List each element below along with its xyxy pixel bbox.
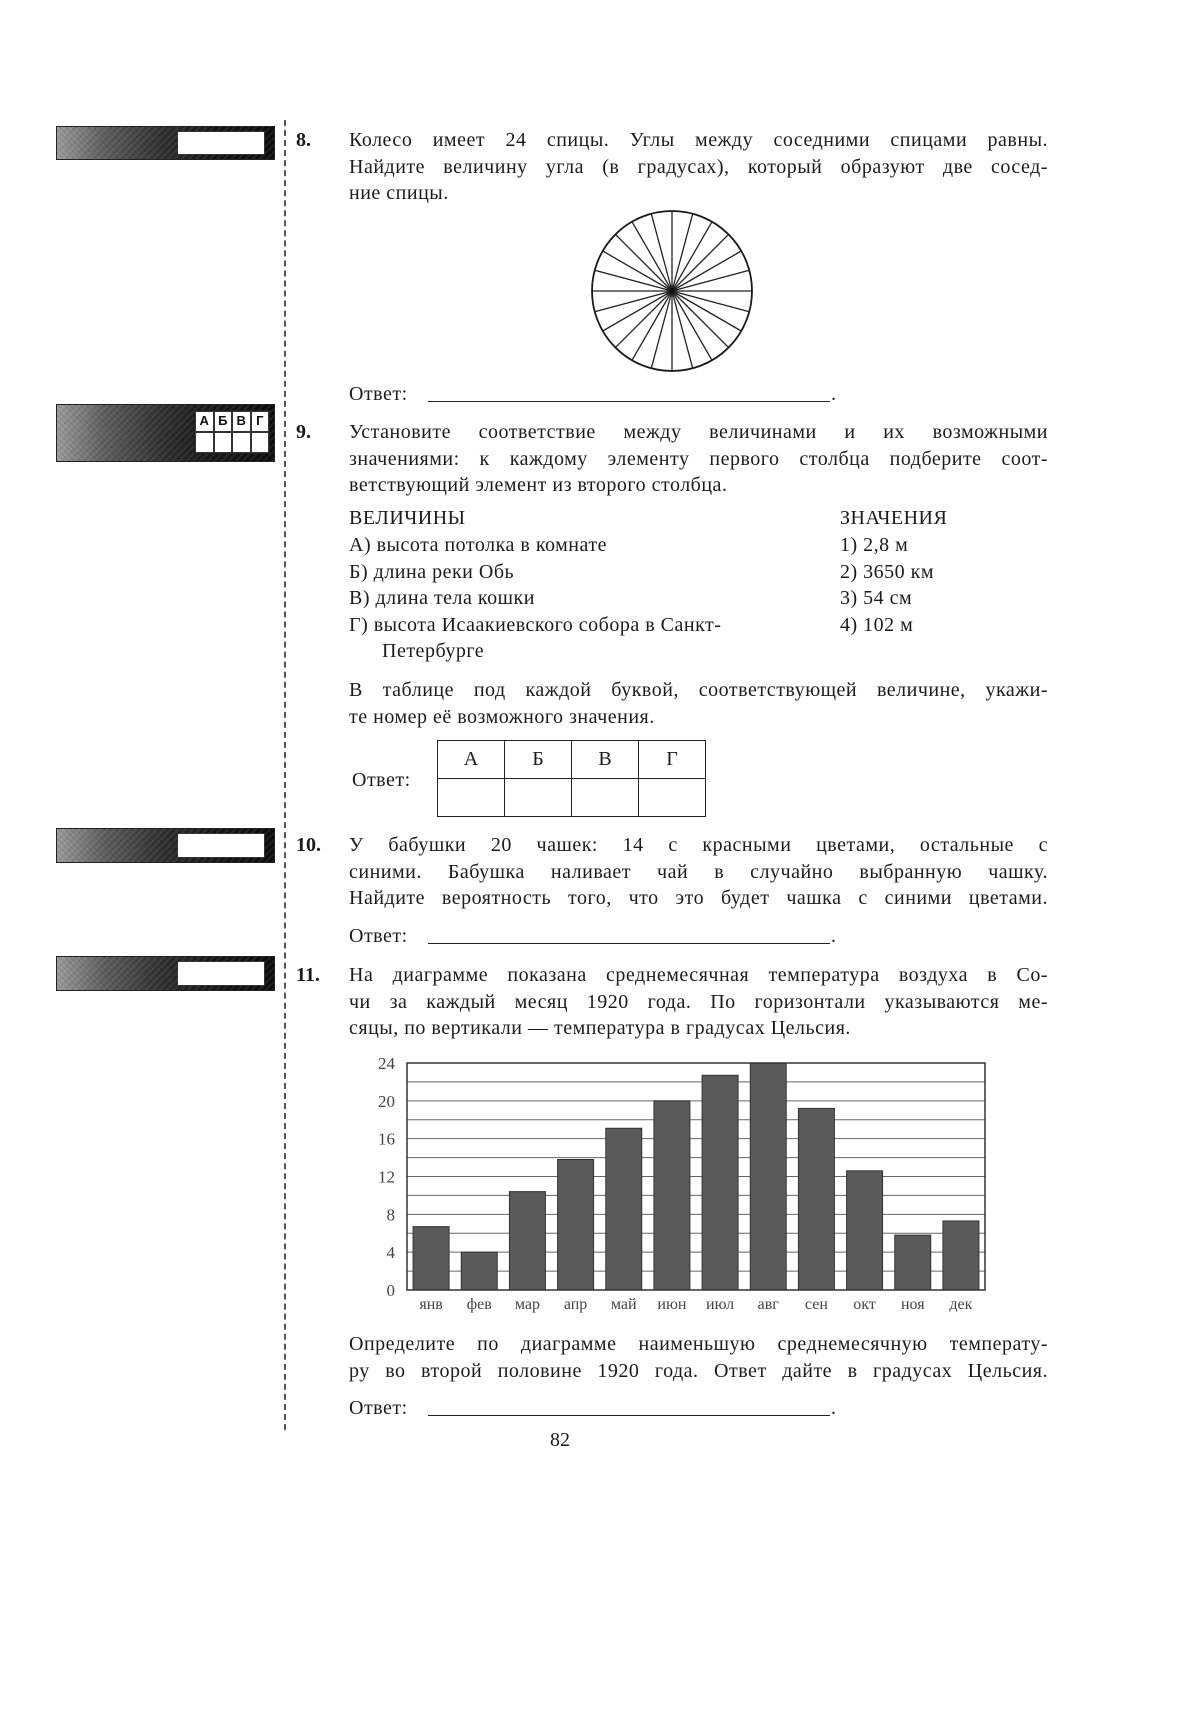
bar-jan bbox=[413, 1227, 449, 1290]
task-10-line: Найдите вероятность того, что это будет чашка с синими цветами. bbox=[349, 887, 1048, 909]
wheel-spoke bbox=[672, 291, 693, 368]
answer-table-header-v: В bbox=[572, 741, 639, 779]
task-number-11: 11. bbox=[296, 964, 320, 986]
x-tick-label-sep: сен bbox=[804, 1296, 828, 1313]
answer-row-8 bbox=[349, 381, 849, 408]
wheel-spoke bbox=[651, 291, 672, 368]
bar-oct bbox=[847, 1171, 883, 1290]
x-tick-label-oct: окт bbox=[853, 1296, 876, 1313]
value-item: 2) 3650 км bbox=[840, 560, 935, 583]
task-9-line: значениями: к каждому элементу первого столбца подберите соот- bbox=[349, 447, 1048, 470]
answer-label: Ответ: bbox=[349, 925, 408, 947]
x-tick-label-nov: ноя bbox=[900, 1296, 925, 1313]
answer-table-cell-g bbox=[639, 779, 706, 817]
task-9-instruction-line: те номер её возможного значения. bbox=[349, 705, 655, 728]
wheel-hub bbox=[669, 288, 675, 294]
task-8-text bbox=[349, 127, 1048, 207]
quantity-item: Б) длина реки Обь bbox=[349, 560, 515, 583]
x-tick-label-apr: апр bbox=[563, 1296, 588, 1313]
score-grid-cell bbox=[195, 432, 214, 453]
task-11-question-line: Определите по диаграмме наименьшую среднемесячную температу- bbox=[349, 1333, 1048, 1355]
y-tick-label: 20 bbox=[378, 1091, 395, 1111]
y-tick-label: 4 bbox=[386, 1243, 395, 1263]
value-item: 4) 102 м bbox=[840, 613, 914, 636]
answer-label: Ответ: bbox=[349, 383, 408, 405]
answer-table-header-g: Г bbox=[639, 741, 706, 779]
task-9-instruction-line: В таблице под каждой буквой, соответствующей величине, укажи- bbox=[349, 679, 1048, 701]
wheel-spoke bbox=[672, 214, 693, 291]
y-tick-label: 8 bbox=[386, 1205, 395, 1225]
wheel-spoke bbox=[595, 270, 672, 291]
answer-table-cell-b bbox=[505, 779, 572, 817]
quantity-item: Г) высота Исаакиевского собора в Санкт- bbox=[349, 613, 722, 636]
score-grid-9 bbox=[194, 410, 270, 454]
score-field-11 bbox=[177, 961, 265, 986]
task-9-text bbox=[349, 419, 1048, 499]
x-tick-label-jan: янв bbox=[419, 1296, 443, 1313]
bar-dec bbox=[943, 1221, 979, 1290]
task-number-10: 10. bbox=[296, 834, 321, 856]
task-10-line: синими. Бабушка наливает чай в случайно выбранную чашку. bbox=[349, 860, 1048, 883]
y-tick-label: 24 bbox=[378, 1054, 395, 1073]
task-11-text bbox=[349, 962, 1048, 1042]
quantity-item-continuation: Петербурге bbox=[382, 640, 485, 662]
page-number: 82 bbox=[550, 1429, 570, 1451]
task-9-instruction bbox=[349, 677, 1048, 730]
task-11-line: На диаграмме показана среднемесячная температура воздуха в Со- bbox=[349, 964, 1048, 986]
task-8-line: ние спицы. bbox=[349, 182, 449, 204]
task-11-line: чи за каждый месяц 1920 года. По горизонтали указываются ме- bbox=[349, 990, 1048, 1013]
value-item: 3) 54 см bbox=[840, 587, 913, 609]
y-tick-label: 0 bbox=[386, 1281, 395, 1300]
task-10-line: У бабушки 20 чашек: 14 с красными цветами, остальные с bbox=[349, 834, 1048, 856]
quantity-item: В) длина тела кошки bbox=[349, 587, 535, 609]
task-9-line: Установите соответствие между величинами и их возможными bbox=[349, 421, 1048, 443]
score-field-8 bbox=[177, 131, 265, 155]
margin-cut-line bbox=[284, 120, 286, 1430]
bar-may bbox=[606, 1128, 642, 1290]
answer-table-cell-v bbox=[572, 779, 639, 817]
quantity-item: А) высота потолка в комнате bbox=[349, 534, 607, 556]
task-11-question-line: ру во второй половине 1920 года. Ответ дайте в градусах Цельсия. bbox=[349, 1359, 1048, 1382]
score-grid-cell bbox=[232, 432, 251, 453]
score-box-11 bbox=[56, 956, 275, 991]
task-9-line: ветствующий элемент из второго столбца. bbox=[349, 474, 728, 496]
bar-jul bbox=[702, 1075, 738, 1290]
bar-jun bbox=[654, 1101, 690, 1290]
score-grid-letter: Б bbox=[214, 411, 233, 432]
values-header: ЗНАЧЕНИЯ bbox=[840, 507, 948, 529]
task-8-line: Найдите величину угла (в градусах), который образуют две сосед- bbox=[349, 155, 1048, 178]
bar-mar bbox=[509, 1192, 545, 1290]
task-11-question bbox=[349, 1331, 1048, 1384]
score-grid-letter: Г bbox=[251, 411, 270, 432]
answer-line bbox=[428, 401, 830, 402]
score-grid-letter: А bbox=[195, 411, 214, 432]
answer-row-11 bbox=[349, 1395, 849, 1422]
bar-feb bbox=[461, 1252, 497, 1290]
x-tick-label-mar: мар bbox=[514, 1296, 540, 1313]
task-number-8: 8. bbox=[296, 129, 311, 151]
y-tick-label: 16 bbox=[378, 1129, 395, 1149]
answer-row-10 bbox=[349, 923, 849, 950]
task-8-line: Колесо имеет 24 спицы. Углы между соседними спицами равны. bbox=[349, 129, 1048, 151]
wheel-spoke bbox=[672, 270, 749, 291]
values-list bbox=[840, 532, 1040, 638]
quantities-list bbox=[349, 532, 819, 638]
score-box-10 bbox=[56, 828, 275, 863]
wheel-spoke bbox=[651, 214, 672, 291]
x-tick-label-dec: дек bbox=[949, 1296, 973, 1313]
task-11-line: сяцы, по вертикали — температура в градусах Цельсия. bbox=[349, 1017, 851, 1039]
score-grid-cell bbox=[214, 432, 233, 453]
score-box-8 bbox=[56, 126, 275, 160]
answer-table-cell-a bbox=[438, 779, 505, 817]
x-tick-label-jun: июн bbox=[657, 1296, 687, 1313]
answer-period: . bbox=[831, 1397, 837, 1419]
answer-table-header-b: Б bbox=[505, 741, 572, 779]
score-field-10 bbox=[177, 833, 265, 858]
bar-aug bbox=[750, 1063, 786, 1290]
bar-apr bbox=[558, 1159, 594, 1290]
bar-sep bbox=[798, 1108, 834, 1290]
score-box-9 bbox=[56, 404, 275, 462]
score-grid-letter: В bbox=[232, 411, 251, 432]
task-10-text bbox=[349, 832, 1048, 912]
bar-nov bbox=[895, 1235, 931, 1290]
quantities-header: ВЕЛИЧИНЫ bbox=[349, 507, 466, 529]
y-tick-label: 12 bbox=[378, 1167, 395, 1187]
task-number-9: 9. bbox=[296, 421, 311, 443]
x-tick-label-may: май bbox=[610, 1296, 637, 1313]
value-item: 1) 2,8 м bbox=[840, 534, 909, 556]
wheel-spoke bbox=[672, 291, 749, 312]
answer-table-9 bbox=[437, 740, 706, 817]
x-tick-label-feb: фев bbox=[466, 1296, 492, 1313]
answer-table-header-a: А bbox=[438, 741, 505, 779]
x-tick-label-jul: июл bbox=[706, 1296, 735, 1313]
answer-period: . bbox=[831, 925, 837, 947]
answer-label: Ответ: bbox=[349, 1397, 408, 1419]
wheel-figure bbox=[587, 206, 757, 376]
x-tick-label-aug: авг bbox=[757, 1296, 779, 1313]
answer-line bbox=[428, 1415, 830, 1416]
temperature-chart bbox=[349, 1048, 999, 1316]
answer-label: Ответ: bbox=[352, 769, 411, 791]
score-grid-cell bbox=[251, 432, 270, 453]
wheel-spoke bbox=[595, 291, 672, 312]
answer-line bbox=[428, 943, 830, 944]
answer-period: . bbox=[831, 383, 837, 405]
